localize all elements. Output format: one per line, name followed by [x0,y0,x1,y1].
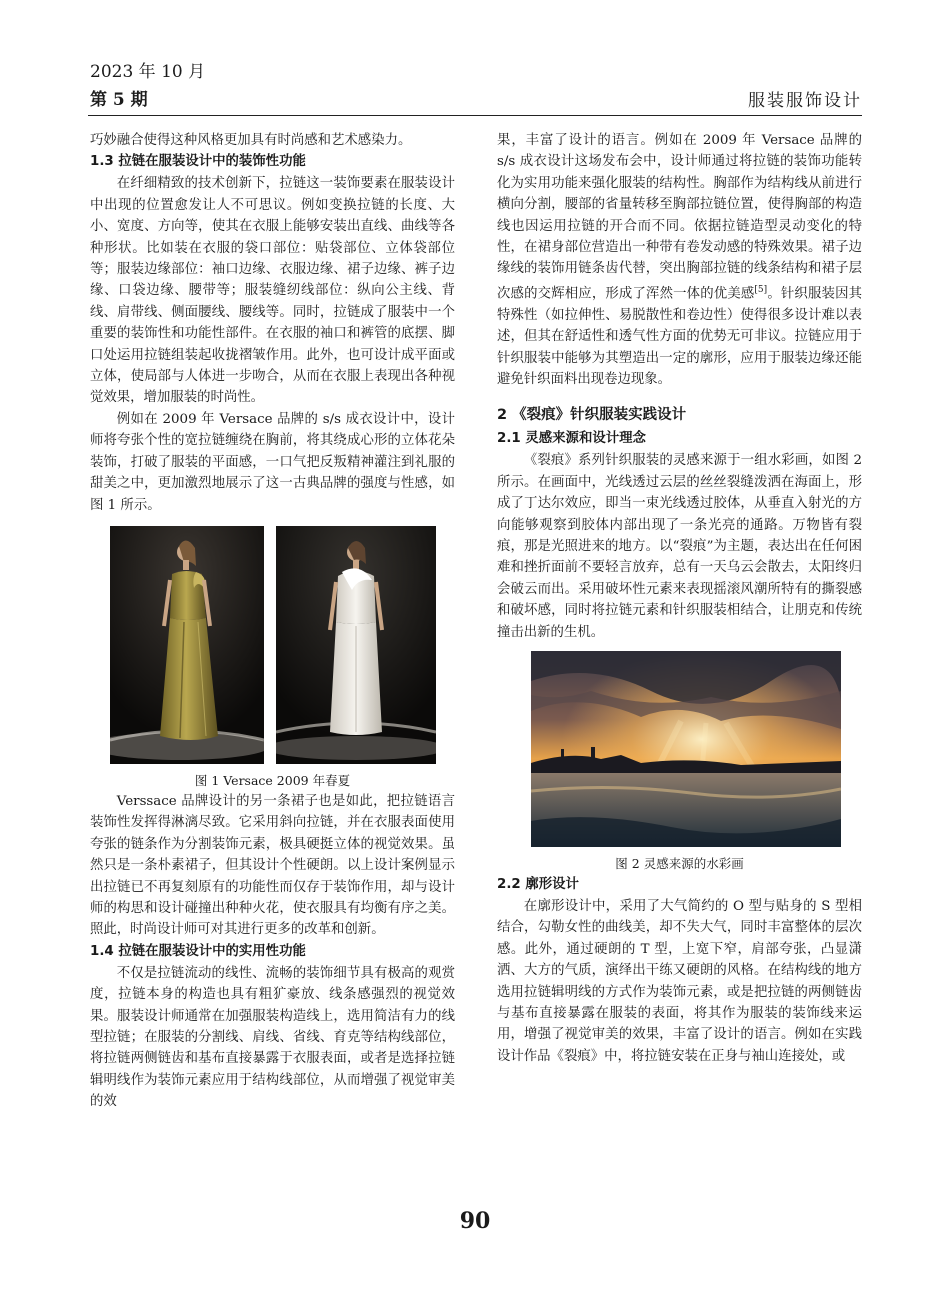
paragraph: 在廓形设计中，采用了大气简约的 O 型与贴身的 S 型相结合，勾勒女性的曲线美，却不失大气，同时丰富整体的层次感。此外，通过硬朗的 T 型，上宽下窄，肩部夸张，凸显潇洒、大方的气质，演绎出干练又硬朗的风格。在结构线的地方选用拉链辑明线的方式作为装饰元素，或是把拉链的两侧链齿与基布直接暴露在服装的表面，将其作为服装的装饰线来运用，增强了视觉审美的效果，丰富了设计的语言。例如在实践设计作品《裂痕》中，将拉链安装在正身与袖山连接处，或 [497,899,862,1064]
section-heading-1-4: 1.4 拉链在服装设计中的实用性功能 [90,943,306,959]
page-number: 90 [459,1208,491,1234]
left-column [90,130,455,1113]
figure-1-photo-white-gown [276,526,436,764]
paragraph [497,130,862,390]
paragraph-text: 果，丰富了设计的语言。例如在 2009 年 Versace 品牌的 s/s 成衣设计这场发布会中，设计师通过将拉链的装饰功能转化为实用功能来强化服装的结构性。胸部作为结构线从前进行横向分割，腰部的省量转移至胸部拉链位置，使得胸部的构造线也因运用拉链的开合而不同。依据拉链造型灵动变化的特性，在裙身部位营造出一种带有卷发动感的特殊效果。裙子边缘线的装饰用链条齿代替，突出胸部拉链的线条结构和裙子层次感的交辉相应，形成了浑然一体的优美感 [497,133,862,302]
section-heading-2-1: 2.1 灵感来源和设计理念 [497,431,646,447]
citation-ref: [5] [754,284,768,295]
figure-1-caption: 图 1 Versace 2009 年春夏 [194,772,351,788]
paragraph: Verssace 品牌设计的另一条裙子也是如此，把拉链语言装饰性发挥得淋漓尽致。它采用斜向拉链，并在衣服表面使用夸张的链条作为分割装饰元素，极具硬挺立体的视觉效果。虽然只是一条朴素裙子，但其设计个性硬朗。以上设计案例显示出拉链已不再复刻原有的功能性而仅存于装饰作用，却与设计师的构思和设计碰撞出种种火花，使衣服具有均衡有序之美。照此，时尚设计师可对其进行更多的改革和创新。 [90,793,455,938]
figure-2-caption: 图 2 灵感来源的水彩画 [615,856,744,871]
header-rule [88,115,862,116]
running-header-left [90,58,205,114]
right-column [497,130,862,1067]
paragraph: 《裂痕》系列针织服装的灵感来源于一组水彩画，如图 2 所示。在画面中，光线透过云层的丝丝裂缝泼洒在海面上，形成了丁达尔效应，即当一束光线透过胶体，从垂直入射光的方向能够观察到胶体内部出现了一条光亮的通路。万物皆有裂痕，那是光照进来的地方。以“裂痕”为主题，表达出在任何困难和挫折面前不要轻言放弃，总有一天乌云会散去，太阳终归会破云而出。采用破坏性元素来表现摇滚风潮所特有的撕裂感和破坏感，同时将拉链元素和针织服装相结合，让朋克和传统撞击出新的生机。 [497,453,862,640]
paragraph: 在纤细精致的技术创新下，拉链这一装饰要素在服装设计中出现的位置愈发让人不可思议。例如变换拉链的长度、大小、宽度、方向等，使其在衣服上能够安装出直线、曲线等各种形状。比如装在衣服的袋口部位：贴袋部位、立体袋部位等；服装边缘部位：袖口边缘、衣服边缘、裙子边缘、裤子边缘、口袋边缘、腰带等；服装缝纫线部位：纵向公主线、背线、肩带线、侧面腰线、腰线等。同时，拉链成了服装中一个重要的装饰性和功能性部件。在衣服的袖口和裤管的底摆、脚口处运用拉链组装起收拢褶皱作用。此外，也可设计成平面或立体，使局部与人体进一步吻合，从而在衣服上表现出各种视觉效果，增加服装的时尚性。 [90,176,455,406]
paragraph: 巧妙融合使得这种风格更加具有时尚感和艺术感染力。 [90,133,412,148]
paragraph: 例如在 2009 年 Versace 品牌的 s/s 成衣设计中，设计师将夸张个性的宽拉链缠绕在胸前，将其绕成心形的立体花朵装饰，打破了服装的平面感，一口气把反叛精神灌注到礼服的甜美之中，更加激烈地展示了这一古典品牌的强度与性感，如图 1 所示。 [90,411,455,513]
figure-2 [497,651,862,847]
paragraph: 不仅是拉链流动的线性、流畅的装饰细节具有极高的观赏度，拉链本身的构造也具有粗犷豪放、线条感强烈的视觉效果。服装设计师通常在加强服装构造线上，选用简洁有力的线型拉链；在服装的分割线、肩线、省线、育克等结构线部位，将拉链两侧链齿和基布直接暴露于衣服表面，或者是选择拉链辑明线作为装饰元素应用于结构线部位，从而增强了视觉审美的效 [90,965,455,1110]
section-heading-2: 2 《裂痕》针织服装实践设计 [497,407,687,424]
issue-date: 2023 年 10 月 [90,62,206,82]
figure-1-photo-gold-gown [110,526,264,764]
issue-number: 第 5 期 [90,90,148,110]
section-heading-1-3: 1.3 拉链在服装设计中的装饰性功能 [90,154,306,170]
journal-name: 服装服饰设计 [748,91,862,111]
section-heading-2-2: 2.2 廓形设计 [497,877,579,892]
figure-2-watercolor [531,651,841,847]
figure-1 [90,526,455,764]
paragraph-text: 。针织服装因其特殊性（如拉伸性、易脱散性和卷边性）使得很多设计难以表述，但其在舒适性和透气性方面的优势无可非议。拉链应用于针织服装中能够为其塑造出一定的廓形，应用于服装边缘还能避免针织面料出现卷边现象。 [497,286,863,387]
